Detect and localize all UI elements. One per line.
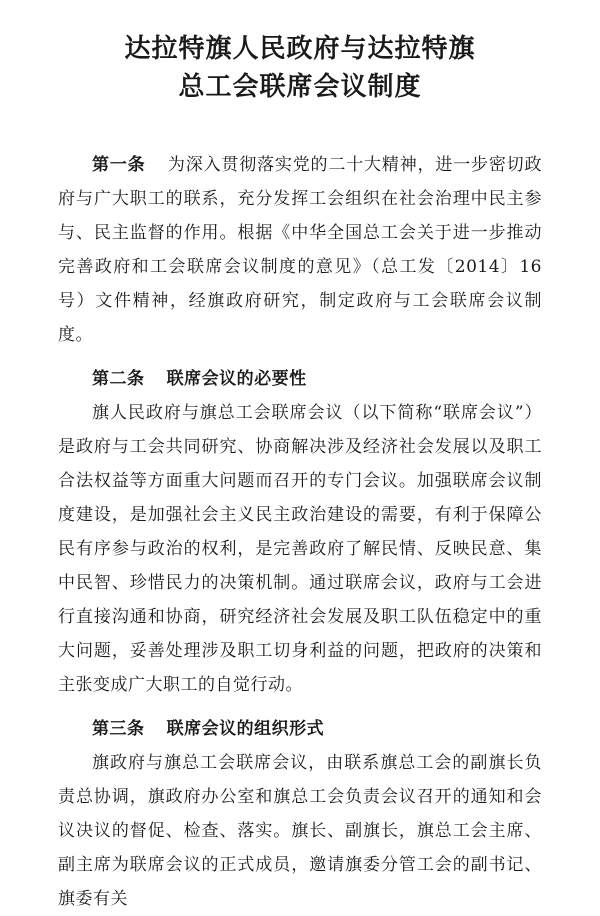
article-1-label: 第一条 bbox=[92, 155, 146, 175]
article-3-title: 联席会议的组织形式 bbox=[166, 719, 325, 739]
article-3-label: 第三条 bbox=[92, 719, 145, 739]
document-title-line-2: 总工会联席会议制度 bbox=[178, 72, 422, 102]
article-2-text: 旗人民政府与旗总工会联席会议（以下简称“联席会议”）是政府与工会共同研究、协商解决涉及经济社会发展以及职工合法权益等方面重大问题而召开的专门会议。加强联席会议制度建设，是加强社会主义民主政治建设的需要，有利于保障公民有序参与政治的权利，是完善政府了解民情、反映民意、集中民智、珍惜民力的决策机制。通过联席会议，政府与工会进行直接沟通和协商，研究经济社会发展及职工队伍稳定中的重大问题，妥善处理涉及职工切身利益的问题，把政府的决策和主张变成广大职工的自觉行动。 bbox=[58, 403, 542, 695]
title-block bbox=[58, 30, 542, 106]
article-3-text: 旗政府与旗总工会联席会议，由联系旗总工会的副旗长负责总协调，旗政府办公室和旗总工会负责会议召开的通知和会议决议的督促、检查、落实。旗长、副旗长，旗总工会主席、副主席为联席会议的正式成员，邀请旗委分管工会的副书记、旗委有关 bbox=[58, 753, 542, 909]
article-1 bbox=[58, 148, 542, 352]
article-2-heading bbox=[58, 362, 542, 396]
article-2-title: 联席会议的必要性 bbox=[166, 369, 307, 389]
article-2-label: 第二条 bbox=[92, 369, 145, 389]
article-3-heading bbox=[58, 712, 542, 746]
document-title-line-1: 达拉特旗人民政府与达拉特旗 bbox=[124, 34, 476, 64]
article-1-text: 为深入贯彻落实党的二十大精神，进一步密切政府与广大职工的联系，充分发挥工会组织在社会治理中民主参与、民主监督的作用。根据《中华全国总工会关于进一步推动完善政府和工会联席会议制度的意见》（总工发〔2014〕16号）文件精神，经旗政府研究，制定政府与工会联席会议制度。 bbox=[58, 155, 543, 345]
